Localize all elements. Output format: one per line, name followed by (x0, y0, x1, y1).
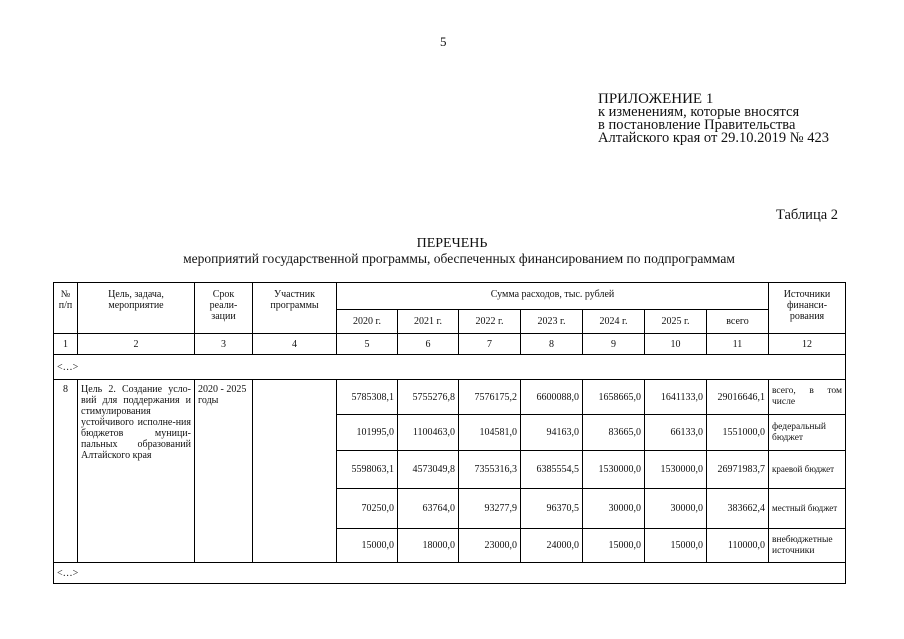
value-cell: 4573049,8 (398, 451, 459, 489)
value-cell: 5785308,1 (337, 380, 398, 415)
value-cell: 7355316,3 (459, 451, 521, 489)
document-title: ПЕРЕЧЕНЬ (416, 236, 488, 251)
source-cell: местный бюджет (769, 489, 846, 529)
col-number: 4 (253, 334, 337, 355)
appendix-line-3: в постановление Правительства (598, 117, 796, 133)
page-number: 5 (440, 34, 447, 49)
col-number: 11 (707, 334, 769, 355)
value-cell: 18000,0 (398, 529, 459, 563)
value-cell: 1530000,0 (583, 451, 645, 489)
value-cell: 1100463,0 (398, 415, 459, 451)
value-cell: 5755276,8 (398, 380, 459, 415)
row-goal: Цель 2. Создание усло-вий для поддержания и стимулирования устойчивого исполне-ния бюджетов муници-пальных образований Алтайского края (78, 380, 195, 563)
value-cell: 96370,5 (521, 489, 583, 529)
source-word: всего, (772, 386, 796, 396)
ellipsis-row: <…> (54, 355, 846, 380)
value-cell: 30000,0 (583, 489, 645, 529)
header-year: 2024 г. (583, 310, 645, 334)
value-cell: 1530000,0 (645, 451, 707, 489)
row-term: 2020 - 2025 годы (195, 380, 253, 563)
appendix-block (598, 93, 829, 145)
source-word: числе (772, 397, 796, 407)
value-cell: 15000,0 (337, 529, 398, 563)
value-cell-total: 29016646,1 (707, 380, 769, 415)
value-cell: 66133,0 (645, 415, 707, 451)
value-cell: 1658665,0 (583, 380, 645, 415)
header-year-total: всего (707, 310, 769, 334)
appendix-line-2: к изменениям, которые вносятся (598, 104, 800, 120)
col-number: 5 (337, 334, 398, 355)
source-word: том (827, 386, 842, 396)
value-cell: 63764,0 (398, 489, 459, 529)
value-cell: 1641133,0 (645, 380, 707, 415)
header-sum: Сумма расходов, тыс. рублей (337, 283, 769, 310)
header-num: № п/п (54, 283, 78, 334)
source-cell: внебюджетные источники (769, 529, 846, 563)
col-number: 10 (645, 334, 707, 355)
value-cell: 15000,0 (645, 529, 707, 563)
value-cell: 15000,0 (583, 529, 645, 563)
value-cell-total: 1551000,0 (707, 415, 769, 451)
table-label: Таблица 2 (776, 207, 839, 223)
header-sources: Источники финанси-рования (769, 283, 846, 334)
value-cell: 93277,9 (459, 489, 521, 529)
appendix-line-4: Алтайского края от 29.10.2019 № 423 (598, 130, 830, 146)
value-cell: 23000,0 (459, 529, 521, 563)
source-cell (769, 380, 846, 415)
col-number: 6 (398, 334, 459, 355)
value-cell: 6385554,5 (521, 451, 583, 489)
value-cell: 6600088,0 (521, 380, 583, 415)
col-number: 8 (521, 334, 583, 355)
ellipsis-row: <…> (54, 563, 846, 584)
header-year: 2023 г. (521, 310, 583, 334)
source-cell: федеральный бюджет (769, 415, 846, 451)
col-number: 9 (583, 334, 645, 355)
source-word: в (809, 386, 814, 396)
header-year: 2022 г. (459, 310, 521, 334)
value-cell: 24000,0 (521, 529, 583, 563)
value-cell: 7576175,2 (459, 380, 521, 415)
value-cell-total: 383662,4 (707, 489, 769, 529)
document-subtitle: мероприятий государственной программы, обеспеченных финансированием по подпрограммам (183, 251, 735, 266)
header-participant: Участник программы (253, 283, 337, 334)
header-year: 2020 г. (337, 310, 398, 334)
source-line (772, 386, 842, 397)
appendix-title: ПРИЛОЖЕНИЕ 1 (598, 91, 714, 107)
value-cell: 30000,0 (645, 489, 707, 529)
value-cell: 104581,0 (459, 415, 521, 451)
row-number: 8 (54, 380, 78, 563)
value-cell: 101995,0 (337, 415, 398, 451)
col-number: 12 (769, 334, 846, 355)
header-goal: Цель, задача, мероприятие (78, 283, 195, 334)
value-cell-total: 110000,0 (707, 529, 769, 563)
col-number: 3 (195, 334, 253, 355)
value-cell-total: 26971983,7 (707, 451, 769, 489)
header-year: 2021 г. (398, 310, 459, 334)
source-cell: краевой бюджет (769, 451, 846, 489)
value-cell: 83665,0 (583, 415, 645, 451)
header-term: Срок реали-зации (195, 283, 253, 334)
header-year: 2025 г. (645, 310, 707, 334)
value-cell: 5598063,1 (337, 451, 398, 489)
expenses-table (53, 282, 846, 584)
value-cell: 70250,0 (337, 489, 398, 529)
col-number: 1 (54, 334, 78, 355)
row-participant (253, 380, 337, 563)
value-cell: 94163,0 (521, 415, 583, 451)
col-number: 2 (78, 334, 195, 355)
col-number: 7 (459, 334, 521, 355)
